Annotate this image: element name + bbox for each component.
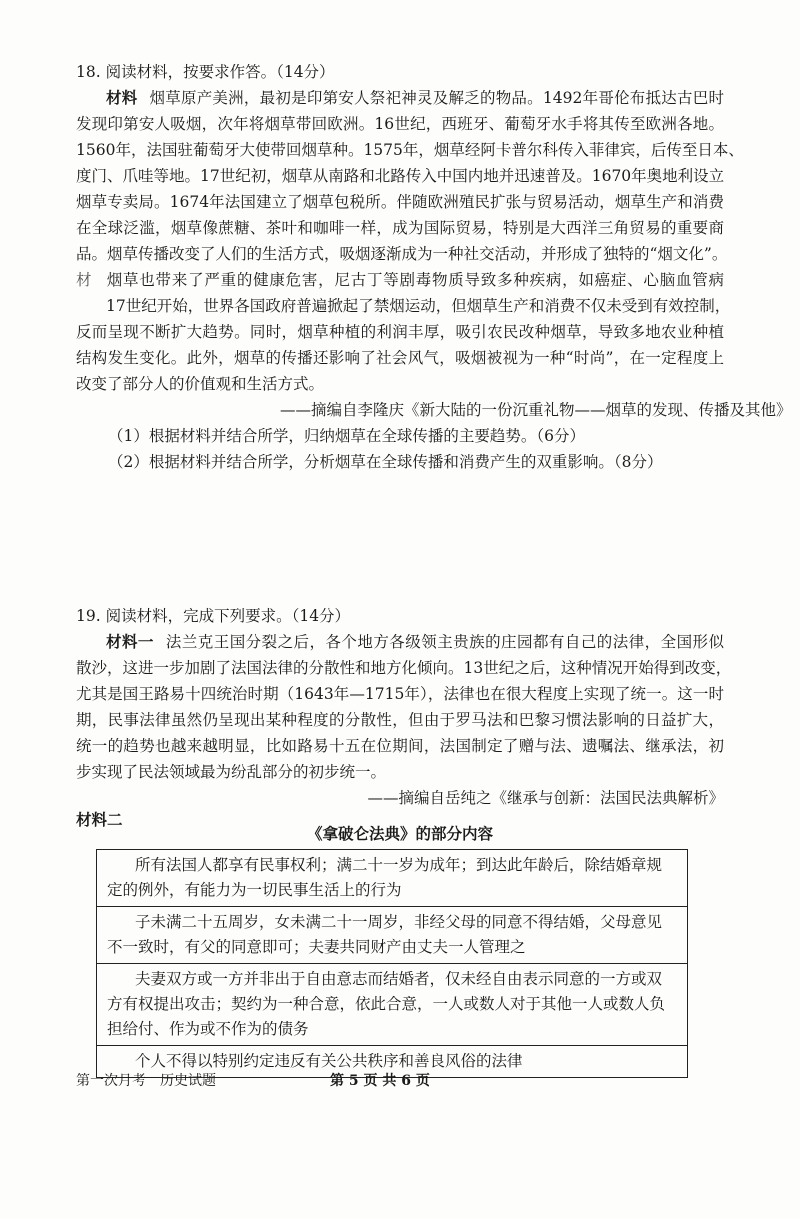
q18-material-line-12: 改变了部分人的价值观和生活方式。 xyxy=(76,375,325,393)
q18-material-line-9: 17世纪开始，世界各国政府普遍掀起了禁烟运动，但烟草生产和消费不仅未受到有效控制， xyxy=(106,297,731,315)
q18-subquestion-2: （2）根据材料并结合所学，分析烟草在全球传播和消费产生的双重影响。（8分） xyxy=(108,453,663,471)
q18-material-line-3: 1560年，法国驻葡萄牙大使带回烟草种。1575年，烟草经阿卡普尔科传入菲律宾，后传至日本、 xyxy=(76,141,744,159)
table-row xyxy=(97,907,688,964)
footer-page-number: 第 5 页 共 6 页 xyxy=(330,1073,430,1089)
q19-material1-line-6: 步实现了民法领域最为纷乱部分的初步统一。 xyxy=(76,763,387,781)
q18-material-line-7: 品。烟草传播改变了人们的生活方式，吸烟逐渐成为一种社交活动，并形成了独特的“烟文化”。 xyxy=(76,245,728,263)
q18-material-line-4: 度门、爪哇等地。17世纪初，烟草从南路和北路传入中国内地并迅速普及。1670年奥地利设立 xyxy=(76,167,725,185)
stray-mark: 材 xyxy=(76,271,92,289)
q18-material-line-1: 材料 烟草原产美洲，最初是印第安人祭祀神灵及解乏的物品。1492年哥伦布抵达古巴时 xyxy=(106,88,724,107)
q19-material1-label: 材料一 xyxy=(106,632,154,651)
q18-material-line-5: 烟草专卖局。1674年法国建立了烟草包税所。伴随欧洲殖民扩张与贸易活动，烟草生产和消费 xyxy=(76,193,724,211)
q18-title: 18. 阅读材料，按要求作答。（14分） xyxy=(76,63,335,81)
q18-material-line-8: 材 烟草也带来了严重的健康危害，尼古丁等剧毒物质导致多种疾病，如癌症、心脑血管病 xyxy=(76,268,724,292)
cell-line: 定的例外，有能力为一切民事生活上的行为 xyxy=(107,881,402,899)
cell-line: 担给付、作为或不作为的债务 xyxy=(107,1020,309,1038)
code-table-title: 《拿破仑法典》的部分内容 xyxy=(306,824,493,843)
q19-material1-line-3: 尤其是国王路易十四统治时期（1643年—1715年），法律也在很大程度上实现了统一。这一时 xyxy=(76,685,724,703)
q18-source: ——摘编自李隆庆《新大陆的一份沉重礼物——烟草的发现、传播及其他》 xyxy=(280,401,792,419)
cell-line: 不一致时，有父的同意即可；夫妻共同财产由丈夫一人管理之 xyxy=(107,938,526,956)
q19-material1-line-4: 期，民事法律虽然仍呈现出某种程度的分散性，但由于罗马法和巴黎习惯法影响的日益扩大， xyxy=(76,711,724,729)
q19-material1-line-2: 散沙，这进一步加剧了法国法律的分散性和地方化倾向。13世纪之后，这种情况开始得到改变， xyxy=(76,659,732,677)
q18-material-line-2: 发现印第安人吸烟，次年将烟草带回欧洲。16世纪，西班牙、葡萄牙水手将其传至欧洲各地。 xyxy=(76,115,724,133)
cell-line: 个人不得以特别约定违反有关公共秩序和善良风俗的法律 xyxy=(135,1052,523,1070)
table-row xyxy=(97,850,688,907)
table-row xyxy=(97,964,688,1046)
q18-material-line-10: 反而呈现不断扩大趋势。同时，烟草种植的利润丰厚，吸引农民改种烟草，导致多地农业种植 xyxy=(76,323,724,341)
cell-line: 夫妻双方或一方并非出于自由意志而结婚者，仅未经自由表示同意的一方或双 xyxy=(135,970,663,988)
q19-material2-label: 材料二 xyxy=(76,810,123,829)
table-cell xyxy=(97,964,688,1046)
q18-material-line-11: 结构发生变化。此外，烟草的传播还影响了社会风气，吸烟被视为一种“时尚”，在一定程度上 xyxy=(76,349,724,367)
q19-material1-line-5: 统一的趋势也越来越明显，比如路易十五在位期间，法国制定了赠与法、遗嘱法、继承法，初 xyxy=(76,737,724,755)
cell-line: 所有法国人都享有民事权利；满二十一岁为成年；到达此年龄后，除结婚章规 xyxy=(135,856,663,874)
q19-title: 19. 阅读材料，完成下列要求。（14分） xyxy=(76,607,351,625)
q19-material1-line-1: 材料一 法兰克王国分裂之后，各个地方各级领主贵族的庄园都有自己的法律，全国形似 xyxy=(106,632,724,651)
q18-material-label: 材料 xyxy=(106,88,138,107)
footer-exam-name: 第一次月考 历史试题 xyxy=(76,1073,216,1089)
q19-source: ——摘编自岳纯之《继承与创新：法国民法典解析》 xyxy=(367,789,724,807)
table-cell xyxy=(97,907,688,964)
q18-subquestion-1: （1）根据材料并结合所学，归纳烟草在全球传播的主要趋势。（6分） xyxy=(108,427,585,445)
cell-line: 子未满二十五周岁，女未满二十一周岁，非经父母的同意不得结婚，父母意见 xyxy=(135,913,663,931)
napoleonic-code-table xyxy=(96,849,688,1078)
q18-material-line-6: 在全球泛滥，烟草像蔗糖、茶叶和咖啡一样，成为国际贸易，特别是大西洋三角贸易的重要商 xyxy=(76,219,724,237)
cell-line: 方有权提出攻击；契约为一种合意，依此合意，一人或数人对于其他一人或数人负 xyxy=(107,995,666,1013)
table-cell xyxy=(97,850,688,907)
